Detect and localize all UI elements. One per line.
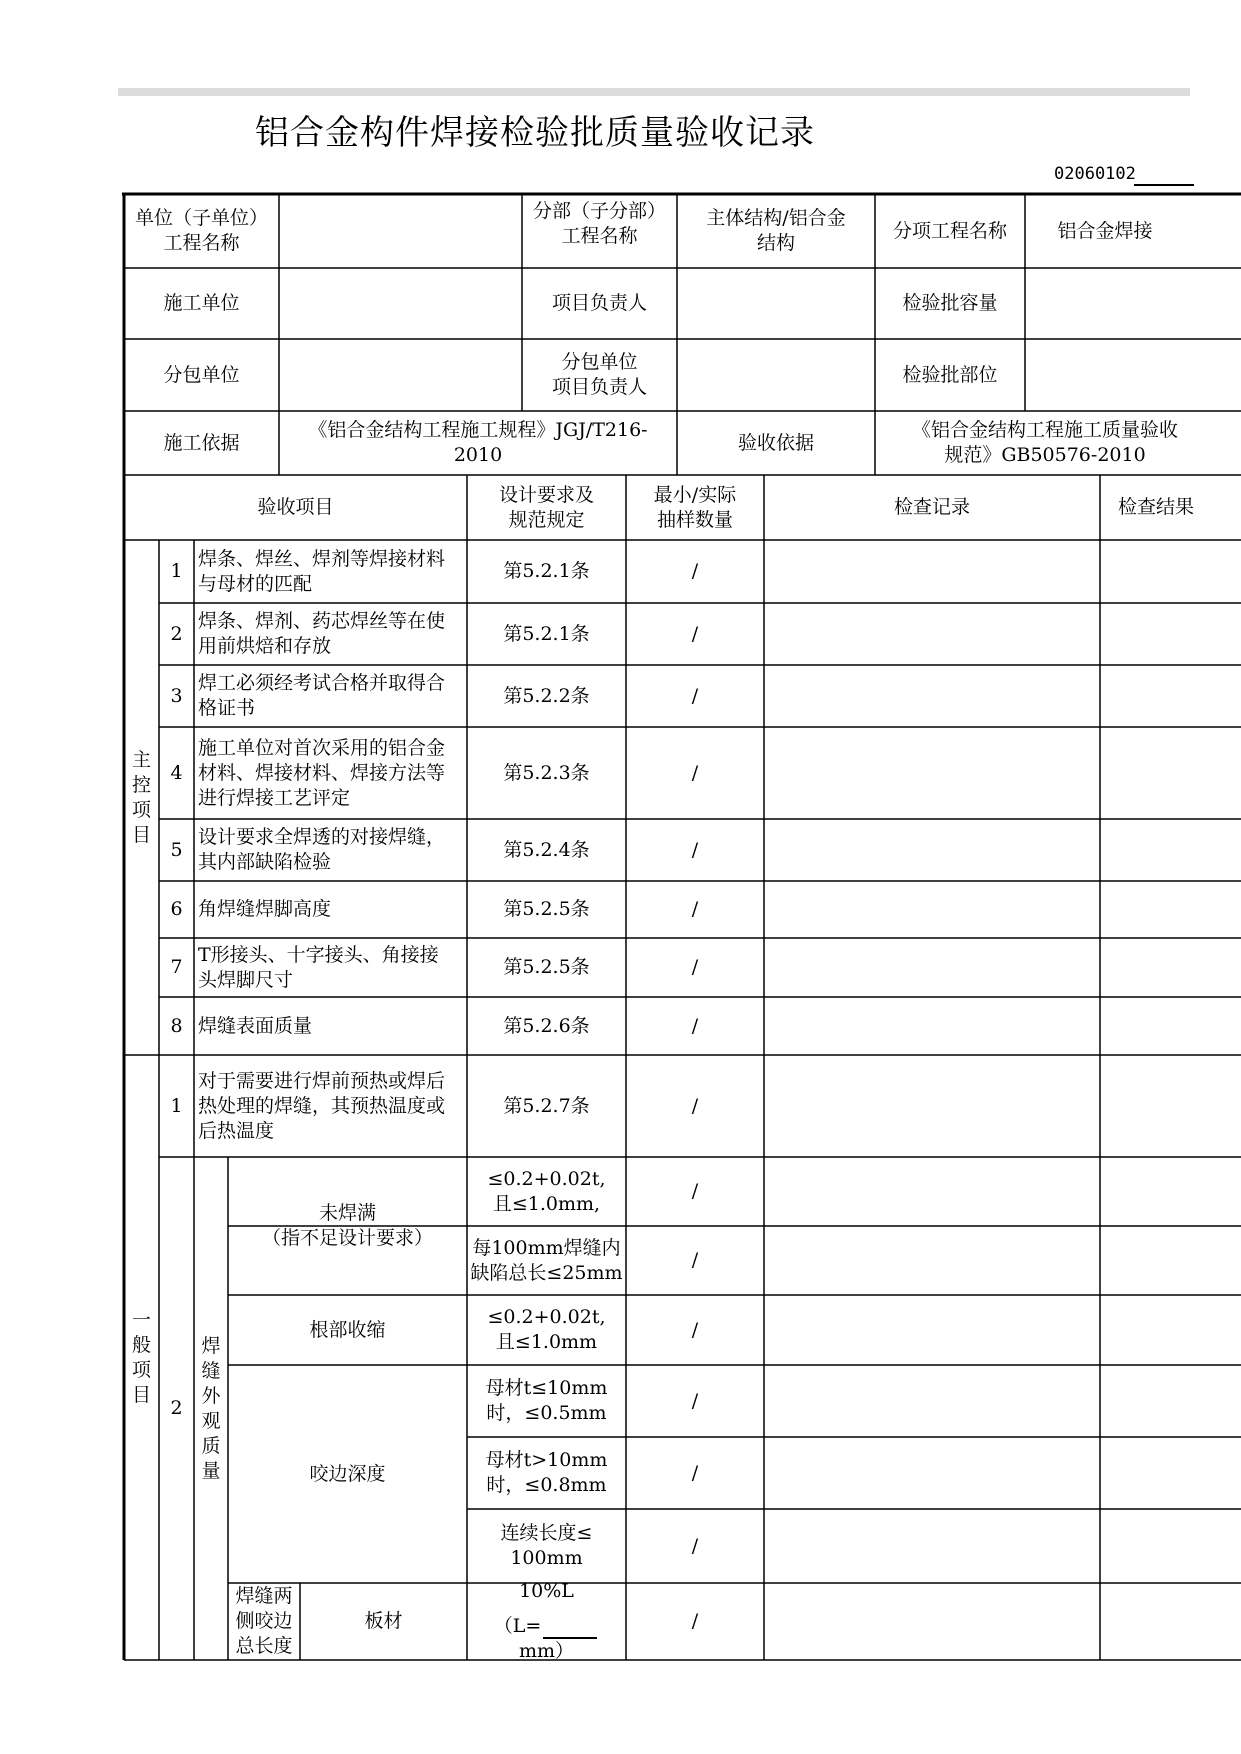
main-item-rule: 第5.2.1条 <box>503 622 590 645</box>
item-name-label: 分项工程名称 <box>892 219 1007 242</box>
plate-rule <box>467 1580 626 1662</box>
col-design: 设计要求及 规范规定 <box>498 483 594 531</box>
main-item-no: 2 <box>170 622 183 645</box>
batch-capacity-value[interactable] <box>1025 268 1241 339</box>
main-item-rule: 第5.2.4条 <box>503 838 590 861</box>
plate-rule-percent: 10%L <box>519 1580 574 1602</box>
undercut-depth-label: 咬边深度 <box>309 1462 386 1485</box>
main-item-no: 6 <box>170 898 183 920</box>
general-group-label: 一 般 项 目 <box>131 1308 151 1406</box>
main-item-result[interactable] <box>1100 603 1241 665</box>
general-item-result[interactable] <box>1100 1055 1241 1157</box>
sub-division-label: 分部（子分部） 工程名称 <box>532 200 666 247</box>
main-item-rule: 第5.2.1条 <box>503 560 590 582</box>
main-item-no: 4 <box>170 761 183 784</box>
batch-capacity-label: 检验批容量 <box>902 292 998 314</box>
main-item-no: 8 <box>170 1014 183 1037</box>
undercut-rule-1: 母材t≤10mm 时，≤0.5mm <box>485 1377 608 1424</box>
main-item-result[interactable] <box>1100 665 1241 727</box>
main-item-sample: / <box>691 838 699 861</box>
main-item-text: 焊条、焊丝、焊剂等焊接材料 与母材的匹配 <box>198 547 446 595</box>
acceptance-basis-value: 《铝合金结构工程施工质量验收 规范》GB50576-2010 <box>911 419 1178 466</box>
main-item-rule: 第5.2.2条 <box>503 684 590 707</box>
main-item-no: 7 <box>170 956 183 978</box>
main-item-text: 焊工必须经考试合格并取得合 格证书 <box>198 672 446 719</box>
subcontractor-label: 分包单位 <box>163 363 240 386</box>
main-item-result[interactable] <box>1100 997 1241 1055</box>
main-item-record[interactable] <box>764 938 1100 997</box>
acceptance-basis-label: 验收依据 <box>737 431 814 454</box>
batch-position-value[interactable] <box>1025 339 1241 411</box>
underfill-sample-1: / <box>691 1180 699 1202</box>
main-item-record[interactable] <box>764 881 1100 938</box>
main-item-result[interactable] <box>1100 727 1241 819</box>
undercut-sample-1: / <box>691 1389 699 1412</box>
main-item-sample: / <box>691 622 699 645</box>
constructor-value[interactable] <box>279 268 522 339</box>
undercut-sample-2: / <box>691 1461 699 1484</box>
main-item-text: 设计要求全焊透的对接焊缝， 其内部缺陷检验 <box>198 826 446 873</box>
underfill-rule-2: 每100mm焊缝内 缺陷总长≤25mm <box>470 1236 623 1284</box>
unit-name-label: 单位（子单位） 工程名称 <box>134 207 268 254</box>
main-item-record[interactable] <box>764 997 1100 1055</box>
general-item-no: 1 <box>170 1094 183 1117</box>
main-item-sample: / <box>691 684 699 707</box>
main-item-record[interactable] <box>764 727 1100 819</box>
subcontract-lead-value[interactable] <box>677 339 875 411</box>
batch-position-label: 检验批部位 <box>902 363 998 386</box>
main-item-rule: 第5.2.5条 <box>503 956 590 978</box>
main-item-sample: / <box>691 898 699 920</box>
main-item-rule: 第5.2.5条 <box>503 898 590 920</box>
general-item-2-no: 2 <box>170 1397 183 1419</box>
col-item: 验收项目 <box>257 496 334 518</box>
main-item-text: 焊缝表面质量 <box>198 1014 313 1037</box>
main-group-label: 主 控 项 目 <box>131 748 151 846</box>
main-item-record[interactable] <box>764 819 1100 881</box>
underfill-rule-1: ≤0.2+0.02t, 且≤1.0mm, <box>487 1167 606 1215</box>
main-item-no: 3 <box>170 684 183 707</box>
undercut-sample-3: / <box>691 1534 699 1557</box>
plate-rule-length: （L=mm） <box>469 1614 624 1664</box>
undercut-rule-3: 连续长度≤ 100mm <box>500 1522 593 1569</box>
main-item-result[interactable] <box>1100 881 1241 938</box>
subcontract-lead-label: 分包单位 项目负责人 <box>551 351 647 398</box>
general-item-rule: 第5.2.7条 <box>503 1094 590 1117</box>
main-item-result[interactable] <box>1100 540 1241 603</box>
root-shrink-rule: ≤0.2+0.02t, 且≤1.0mm <box>487 1306 606 1353</box>
main-item-record[interactable] <box>764 540 1100 603</box>
col-result: 检查结果 <box>1118 496 1195 518</box>
underfill-sample-2: / <box>691 1249 699 1271</box>
main-item-text: 焊条、焊剂、药芯焊丝等在使 用前烘焙和存放 <box>198 610 446 657</box>
item-name-value: 铝合金焊接 <box>1057 219 1153 242</box>
undercut-rule-2: 母材t>10mm 时，≤0.8mm <box>485 1449 608 1496</box>
plate-sample: / <box>691 1610 699 1632</box>
construction-basis-label: 施工依据 <box>163 431 240 454</box>
document-code: 02060102 <box>1054 164 1136 184</box>
project-lead-label: 项目负责人 <box>551 292 647 314</box>
plate-label: 板材 <box>364 1610 403 1632</box>
main-item-sample: / <box>691 1014 699 1037</box>
general-item-record[interactable] <box>764 1055 1100 1157</box>
main-item-no: 1 <box>170 560 183 582</box>
length-blank[interactable] <box>543 1619 597 1639</box>
construction-basis-value: 《铝合金结构工程施工规程》JGJ/T216- 2010 <box>308 419 648 466</box>
main-item-text: 施工单位对首次采用的铝合金 材料、焊接材料、焊接方法等 进行焊接工艺评定 <box>198 736 446 809</box>
root-shrink-label: 根部收缩 <box>309 1318 386 1341</box>
main-item-rule: 第5.2.6条 <box>503 1014 590 1037</box>
subcontractor-value[interactable] <box>279 339 522 411</box>
main-item-sample: / <box>691 761 699 784</box>
constructor-label: 施工单位 <box>163 292 240 314</box>
sub-division-value: 主体结构/铝合金 结构 <box>706 207 846 254</box>
unit-name-value[interactable] <box>279 194 522 268</box>
general-item-text: 对于需要进行焊前预热或焊后 热处理的焊缝，其预热温度或 后热温度 <box>198 1069 446 1142</box>
root-shrink-sample: / <box>691 1318 699 1341</box>
main-item-result[interactable] <box>1100 938 1241 997</box>
underfill-label: 未焊满 （指不足设计要求） <box>261 1202 433 1249</box>
main-item-record[interactable] <box>764 665 1100 727</box>
col-record: 检查记录 <box>893 496 970 518</box>
total-undercut-label: 焊缝两 侧咬边 总长度 <box>235 1585 293 1657</box>
col-sample: 最小/实际 抽样数量 <box>653 483 737 531</box>
document-title: 铝合金构件焊接检验批质量验收记录 <box>255 113 815 153</box>
general-item-sample: / <box>691 1094 699 1117</box>
main-item-sample: / <box>691 560 699 582</box>
main-item-text: T形接头、十字接头、角接接 头焊脚尺寸 <box>198 943 439 991</box>
main-item-rule: 第5.2.3条 <box>503 761 590 784</box>
main-item-record[interactable] <box>764 603 1100 665</box>
main-item-result[interactable] <box>1100 819 1241 881</box>
main-item-sample: / <box>691 956 699 978</box>
weld-appearance-group: 焊 缝 外 观 质 量 <box>201 1334 221 1482</box>
main-item-no: 5 <box>170 838 183 861</box>
project-lead-value[interactable] <box>677 268 875 339</box>
main-item-text: 角焊缝焊脚高度 <box>198 898 332 920</box>
